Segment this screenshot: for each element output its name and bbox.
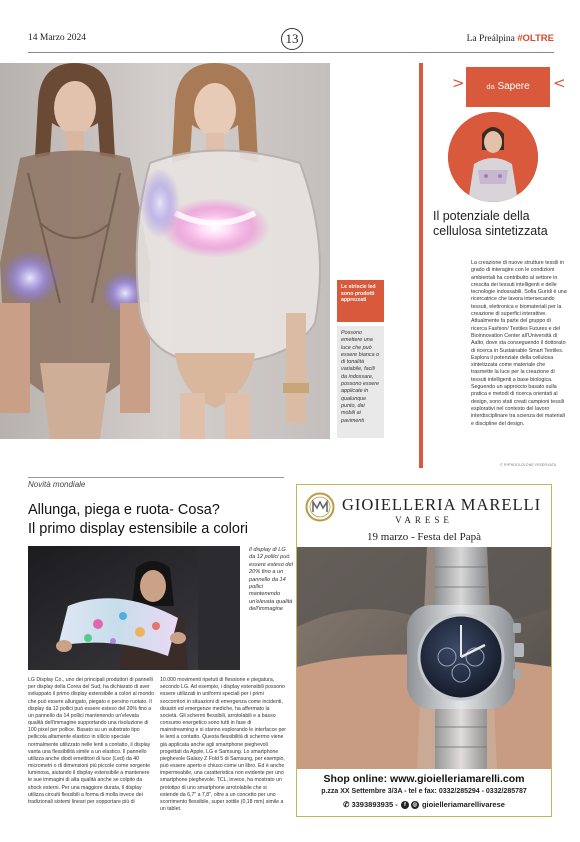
sidebar-body: La creazione di nuove strutture tessili in grado di interagire con le condizioni ambientali ha contribuito al settore in crescita dei tessuti intelligenti e delle tecnologie indossabili. Sofia Guridi è una ricercatrice che lavora intersecando tessuti, elettronica e biomateriali per la creazione di superfici interattive. Attualmente fa parte del gruppo di ricerca Fashion/ Textiles Futures e del Bioinnovation Center all'Università di Aalto, dove sta conseguendo il dottorato di ricerca in Sustainable Smart Textiles. Esplora il potenziale della cellulosa sintetizzata come materiale che trasmette la luce per la creazione di tessuti intelligenti a base biologica. Seguendo un approccio basato sulla pratica e metodi di ricerca orientati al design, sono stati creati campioni tessili esplorativi nel contesto del lavoro interdisciplinare tra scienza dei materiali e discipline del design. [471,260,567,427]
sapere-badge [466,67,550,107]
article-kicker: Novità mondiale [28,480,86,489]
badge-label: Sapere [497,81,530,92]
article-headline [28,501,284,539]
instagram-icon: ◎ [412,802,418,809]
publication-name [467,33,554,44]
ad-event: 19 marzo - Festa del Papà [367,531,481,543]
ad-phone: 3393893935 - [351,800,398,809]
article-rule [28,477,284,478]
watch-photo [297,547,552,769]
led-garment-photo [0,63,330,439]
caption-text: Possono emettere una luce che può essere bianca o di tonalità variabile, facili da indossare, possono essere applicate in qualunque punto, dai mobili ai pavimenti [337,326,384,438]
article-body-column-2: 10.000 movimenti ripetuti di flessione e piegatura, secondo LG. Ad esempio, i display estensibili possono essere utilizzati in uniformi speciali per i primi soccorritori in situazioni di emergenza come incidenti, disastri ed emergenze mediche, ha affermato la società. Gli schermi flessibili, arrotolabili e a basso consumo energetico sono tutti in fase di mainstreaming e si stanno esplorando le interfacce per le lenti a contatto. Questa flessibilità di schermo viene già applicata anche agli smartphone pieghevoli progettati da Apple, LG e Samsung. Lo smartphone pieghevole Galaxy Z Fold 5 di Samsung, per esempio, può essere aperto e chiuso come un libro. Ed è anche impermeabile, una caratteristica non evidente per uno smartphone pieghevole. TCL, invece, ha mostrato un prototipo di uno smartphone arrotolabile che si estende da 6,7" a 7,8", oltre a un concetto per uno scorrimento flessibile, super sottile (0,18 mm) simile a un tablet. [160,677,287,813]
sidebar-title: Il potenziale della cellulosa sintetizzata [433,209,548,238]
phone-icon: ✆ [343,800,350,809]
ad-address: p.zza XX Settembre 3/3A - tel e fax: 0332/285294 - 0332/285787 [321,788,527,795]
copyright-credit: © RIPRODUZIONE RISERVATA [500,463,557,467]
caption-highlight: Le striscie led sono prodotti apprezzati [337,280,384,322]
page-number: 13 [281,28,303,50]
ad-brand-name: GIOIELLERIA MARELLI [342,495,542,514]
headline-line-2: Il primo display estensibile a colori [28,520,249,537]
ad-social-handle: gioielleriamarellivarese [421,800,505,809]
facebook-icon: f [401,801,409,809]
chevron-left-icon: < [553,74,566,92]
chevron-right-icon: > [452,74,465,92]
headline-line-1: Allunga, piega e ruota- Cosa? [28,502,220,518]
image-caption: Il display di LG da 12 pollici può essere esteso del 20% fino a un pannello da 14 pollici mantenendo un'elevata qualità dell'immagine [249,547,293,612]
ad-shop-online: Shop online: www.gioielleriamarelli.com [323,773,525,785]
publication-title: La Preálpina [466,34,515,44]
badge-prefix: da [486,82,495,91]
article-body-column-1: LG Display Co., uno dei principali produttori di pannelli per display della Corea del Sud, ha dichiarato di aver sviluppato il primo display estensibile a colori al mondo che può essere allungato, piegato e persino ruotato. Il display da 12 pollici può essere esteso del 20% fino a un pannello da 14 pollici mantenendo un'elevata qualità dell'immagine supportando una risoluzione di 100 pixel per pollice. Basato su un substrato tipo pellicola altamente elastico in silicio speciale normalmente utilizzato nelle lenti a contatto, il display vanta una flessibilità simile a un elastico. Il pannello utilizza anche diodi emettitori di luce (Led) da 40 micrometri o di dimensioni più piccole come sorgente luminosa, aiutando il display estensibile a mantenere le sue immagini di alta qualità anche se colpito da shock esterni. Per una maggiore durata, il display utilizza circuiti flessibili a forma di molla invece dei tradizionali sistemi lineari per sopportare più di [28,677,155,805]
ad-contact [297,800,551,809]
researcher-portrait [448,112,538,202]
section-tag: #OLTRE [517,33,554,44]
jewelry-advertisement [296,484,552,817]
issue-date: 14 Marzo 2024 [28,33,87,43]
header-rule [28,52,554,53]
sidebar-accent-bar [419,63,423,468]
ad-city: VARESE [395,515,453,525]
stretchable-display-photo [28,546,240,670]
